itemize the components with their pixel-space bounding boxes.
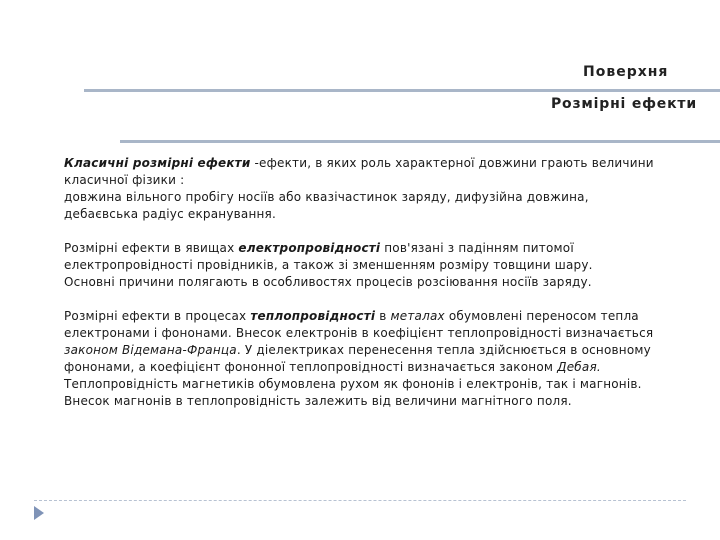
slide-title: Поверхня xyxy=(583,64,669,80)
paragraph-conductivity-causes: Основні причини полягають в особливостях процесів розсіювання носіїв заряду. xyxy=(64,275,592,289)
text-classic-rest: -ефекти, в яких роль характерної довжини грають величини класичної фізики : xyxy=(64,156,654,187)
text-conductivity-pre: Розмірні ефекти в явищах xyxy=(64,241,239,255)
term-conductivity: електропровідності xyxy=(238,241,381,255)
paragraph-classic xyxy=(64,155,664,189)
text-conductivity-post: пов'язані з падінням питомої електропровідності провідників, а також зі зменшенням розміру товщини шару. xyxy=(64,241,593,272)
text-thermal-mid1: в xyxy=(375,309,391,323)
text-thermal-mid2: обумовлені переносом тепла електронами і фононами. Внесок електронів в коефіцієнт теплопровідності визначається xyxy=(64,309,654,340)
header-divider xyxy=(120,140,720,143)
text-thermal-pre: Розмірні ефекти в процесах xyxy=(64,309,251,323)
slide-subtitle: Розмірні ефекти xyxy=(551,96,697,112)
triangle-right-icon xyxy=(34,506,44,520)
term-metals: металах xyxy=(390,309,445,323)
term-debye: Дебая. xyxy=(557,360,601,374)
bottom-divider xyxy=(34,500,686,501)
top-divider xyxy=(84,89,720,92)
paragraph-conductivity xyxy=(64,240,664,274)
term-wiedemann-franz: законом Відемана-Франца xyxy=(64,343,237,357)
paragraph-classic-examples: довжина вільного пробігу носіїв або квазічастинок заряду, дифузійна довжина, дебаєвська радіус екранування. xyxy=(64,190,589,221)
slide-body xyxy=(64,155,664,410)
text-thermal-post: Теплопровідність магнетиків обумовлена рухом як фононів і електронів, так і магнонів. Внесок магнонів в теплопровідність залежить від величини магнітного поля. xyxy=(64,377,642,408)
paragraph-thermal xyxy=(64,308,664,410)
term-thermal: теплопровідності xyxy=(250,309,376,323)
text-thermal-mid3: . У діелектриках перенесення тепла здійснюється в основному фононами, а коефіцієнт фононної теплопровідності визначається законом xyxy=(64,343,651,374)
term-classic: Класичні розмірні ефекти xyxy=(64,156,251,170)
